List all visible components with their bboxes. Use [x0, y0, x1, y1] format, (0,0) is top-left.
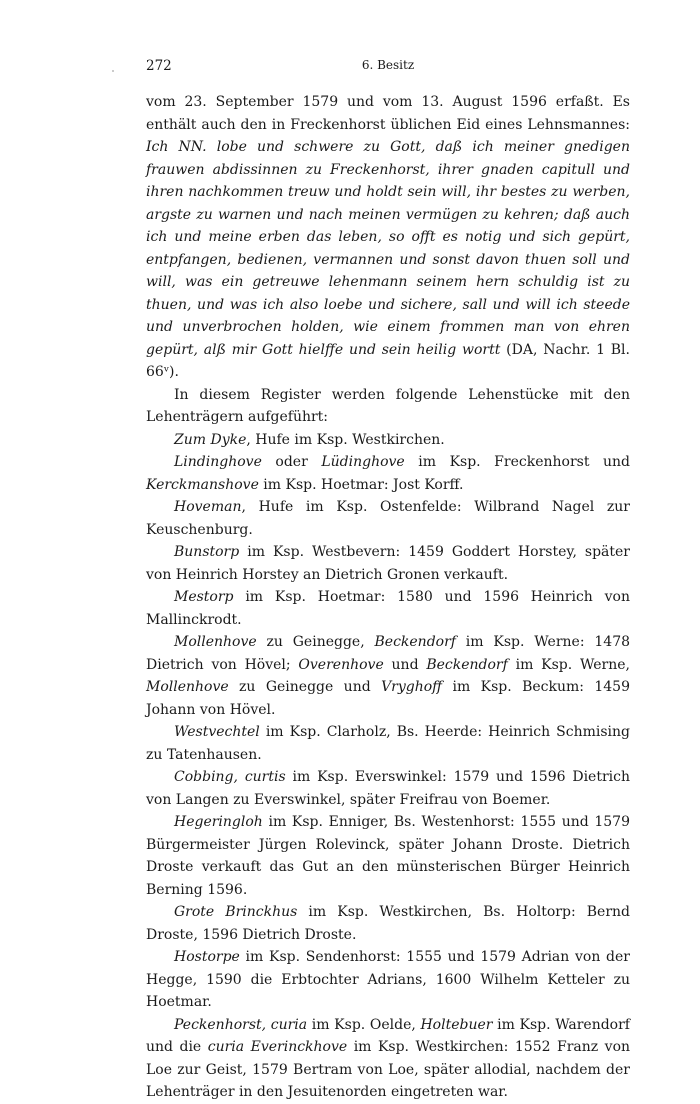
text-segment: im Ksp. Werne,	[507, 656, 630, 673]
text-segment: , Hufe im Ksp. Westkirchen.	[246, 431, 445, 448]
text-segment: zu Geinegge,	[256, 634, 375, 650]
fief-name: Hegeringloh	[174, 814, 263, 830]
text-segment: im Ksp. Sendenhorst: 1555 und 1579 Adrian von der Hegge, 1590 die Erbtochter Adrians, 1600 Wilhelm Ketteler zu Hoetmar.	[146, 949, 630, 1010]
fief-entry	[146, 586, 630, 631]
text-segment: im Ksp. Hoetmar: 1580 und 1596 Heinrich von Mallinckrodt.	[146, 589, 630, 628]
page-number: 272	[146, 58, 172, 74]
fief-name: Lindinghove	[174, 454, 262, 470]
quoted-oath: Ich NN. lobe und schwere zu Gott, daß ich meiner gnedigen frauwen abdissinnen zu Freckenhorst, ihrer gnaden capitull und ihren nachkommen treuw und holdt sein will, ihr bestes zu werben, argste zu warnen und nach meinen vermügen zu kehren; daß auch ich und meine erben das leben, so offt es notig und sich gepürt, entpfangen, bedienen, vermannen und sonst davon thuen soll und will, was ein getreuwe lehenmann seinem hern schuldig ist zu thuen, und was ich also loebe und sichere, sall und will ich steede und unverbrochen holden, wie einem frommen man von ehren gepürt, alß mir Gott hielffe und sein heilig wortt	[146, 139, 630, 358]
fief-name: Beckendorf	[374, 634, 456, 650]
paragraph-register-intro	[146, 384, 630, 429]
fief-entry	[146, 496, 630, 541]
text-segment: (DA, Nachr. 1 Bl. 66ᵛ).	[146, 341, 630, 380]
text-segment: im Ksp. Warendorf und die	[146, 1016, 630, 1055]
fief-name: Hostorpe	[174, 949, 240, 965]
fief-entry	[146, 721, 630, 766]
text-segment: oder	[261, 454, 322, 470]
paragraph-oath-intro	[146, 91, 630, 384]
text-segment: im Ksp. Westkirchen: 1552 Franz von Loe zur Geist, 1579 Bertram von Loe, später allodial, nachdem der Lehenträger in den Jesuitenorden eingetreten war.	[146, 1039, 631, 1100]
text-segment: im Ksp. Enniger, Bs. Westenhorst: 1555 und 1579 Bürgermeister Jürgen Rolevinck, später Johann Droste. Dietrich Droste verkauft das Gut an den münsterischen Bürger Heinrich Berning 1596.	[146, 814, 630, 898]
fief-name: Zum Dyke	[174, 431, 247, 448]
fief-name: Vryghoff	[381, 679, 443, 695]
fief-name: Hoveman	[174, 499, 242, 515]
fief-name: Mollenhove	[146, 679, 229, 695]
fief-entry	[146, 1014, 630, 1104]
fief-entry	[146, 451, 630, 496]
fief-entry	[146, 429, 630, 452]
fief-entry	[146, 541, 630, 586]
body-text	[146, 91, 630, 1104]
fief-name: Cobbing, curtis	[174, 769, 286, 785]
text-segment: im Ksp. Clarholz, Bs. Heerde: Heinrich Schmising zu Tatenhausen.	[146, 724, 630, 763]
fief-entry	[146, 766, 630, 811]
fief-name: Mestorp	[174, 589, 234, 605]
text-segment: im Ksp. Beckum: 1459 Johann von Hövel.	[146, 679, 630, 718]
text-segment: vom 23. September 1579 und vom 13. August 1596 erfaßt. Es enthält auch den in Freckenhorst üblichen Eid eines Lehnsmannes:	[146, 94, 630, 133]
fief-entry	[146, 631, 630, 721]
text-segment: im Ksp. Freckenhorst und	[404, 454, 630, 470]
fief-name: curia Everinckhove	[207, 1039, 348, 1055]
fief-entry	[146, 811, 630, 901]
text-segment: In diesem Register werden folgende Lehenstücke mit den Lehenträgern aufgeführt:	[146, 386, 630, 425]
fief-entry	[146, 901, 630, 946]
margin-mark	[112, 70, 114, 72]
text-segment: im Ksp. Westkirchen, Bs. Holtorp: Bernd Droste, 1596 Dietrich Droste.	[146, 904, 630, 943]
fief-name: Holtebuer	[420, 1016, 493, 1033]
text-segment: im Ksp. Hoetmar: Jost Korff.	[258, 476, 464, 493]
fief-name: Mollenhove	[174, 634, 257, 650]
text-segment: im Ksp. Westbevern: 1459 Goddert Horstey, später von Heinrich Horstey an Dietrich Gronen verkauft.	[146, 544, 630, 583]
text-segment: im Ksp. Werne: 1478 Dietrich von Hövel;	[146, 634, 631, 673]
fief-name: Kerckmanshove	[146, 476, 259, 493]
fief-name: Overenhove	[298, 656, 384, 673]
fief-name: Peckenhorst, curia	[174, 1016, 308, 1033]
text-segment: zu Geinegge und	[228, 679, 382, 695]
fief-name: Lüdinghove	[321, 454, 405, 470]
fief-entry	[146, 946, 630, 1014]
running-header	[146, 58, 630, 78]
text-segment: im Ksp. Oelde,	[307, 1016, 421, 1033]
text-segment: , Hufe im Ksp. Ostenfelde: Wilbrand Nagel zur Keuschenburg.	[146, 499, 630, 538]
fief-name: Grote Brinckhus	[174, 904, 298, 920]
section-title: 6. Besitz	[361, 58, 415, 72]
fief-name: Beckendorf	[426, 656, 508, 673]
fief-name: Bunstorp	[174, 544, 240, 560]
fief-name: Westvechtel	[174, 724, 260, 740]
text-segment: und	[383, 656, 427, 673]
text-segment: im Ksp. Everswinkel: 1579 und 1596 Dietrich von Langen zu Everswinkel, später Freifrau von Boemer.	[146, 769, 630, 808]
